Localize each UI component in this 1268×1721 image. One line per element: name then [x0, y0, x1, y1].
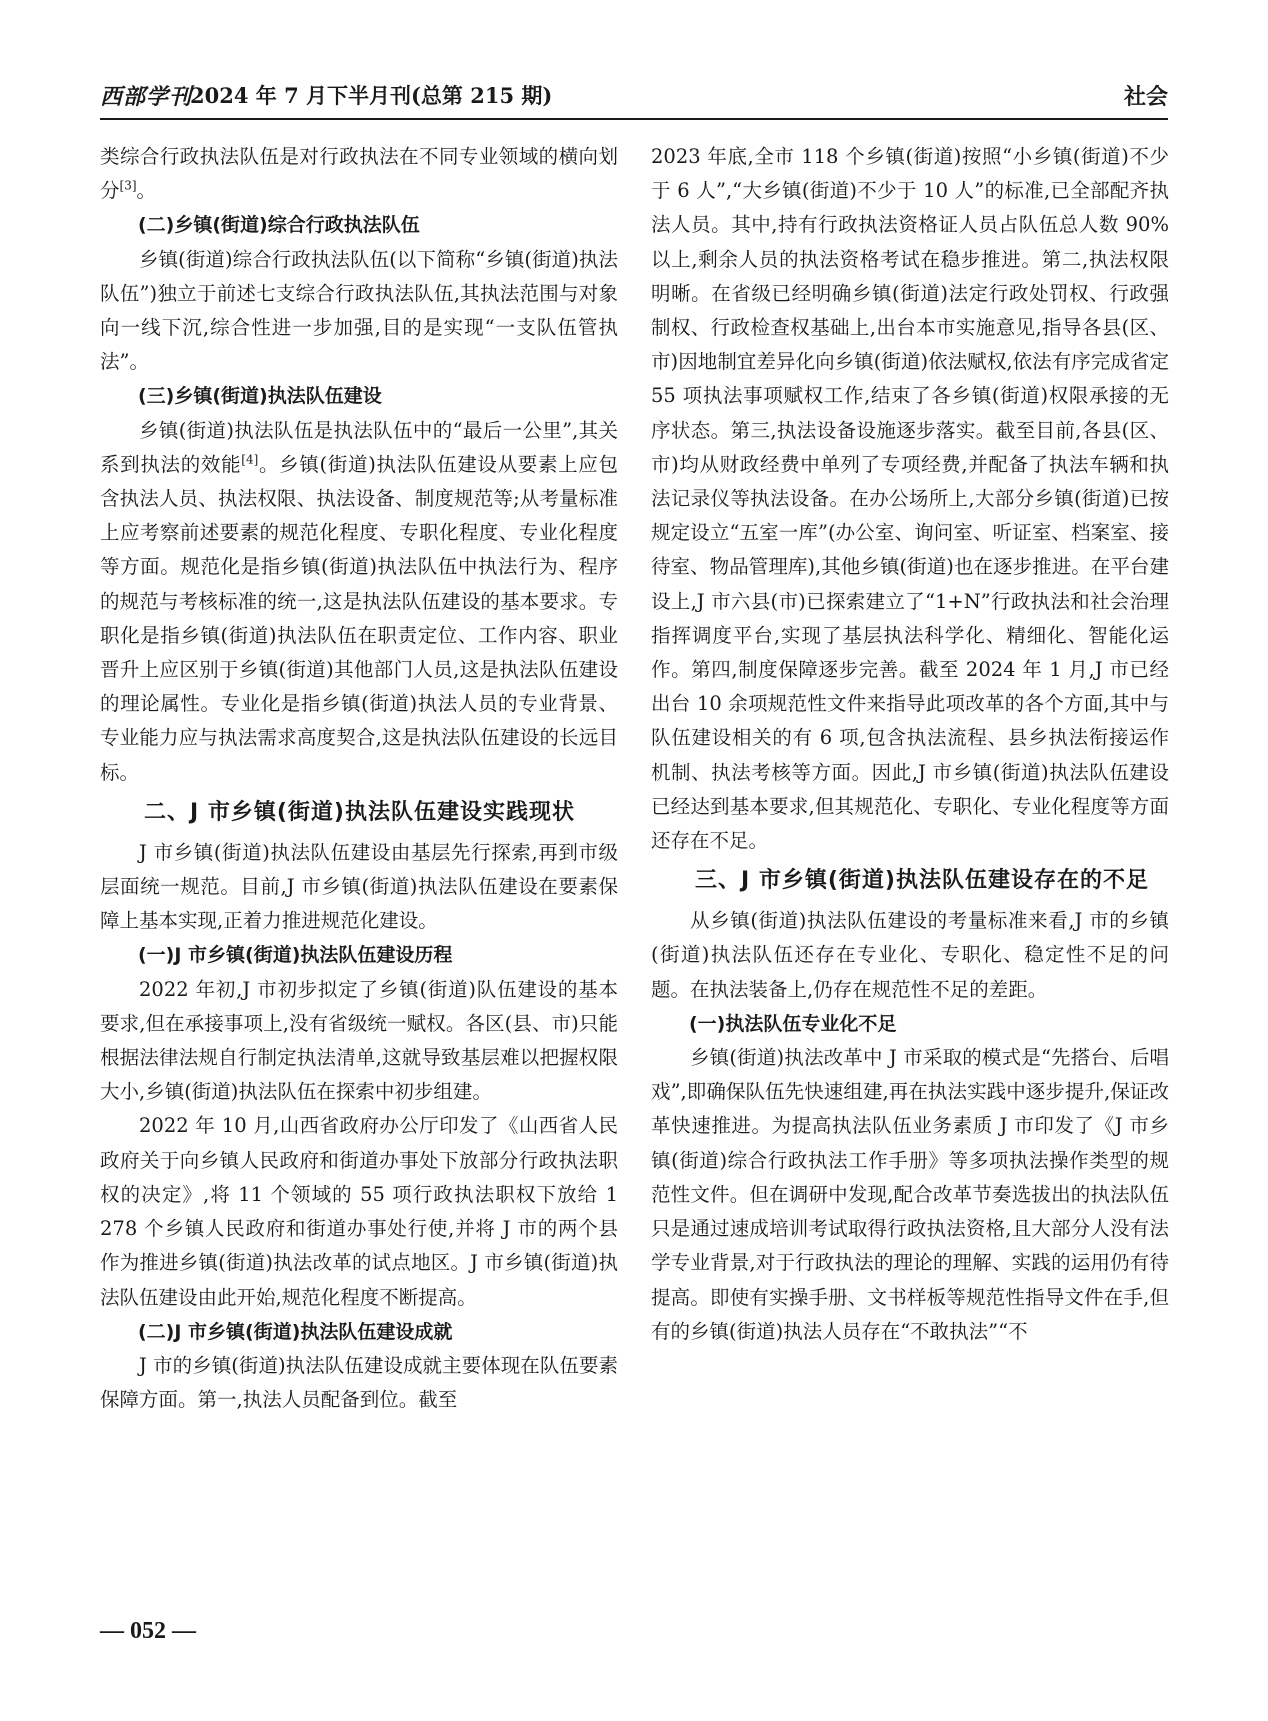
section-heading: 二、J 市乡镇(街道)执法队伍建设实践现状 [144, 799, 575, 825]
issue-info: 2024 年 7 月下半月刊(总第 215 期) [190, 83, 553, 108]
subsection-heading: (三)乡镇(街道)执法队伍建设 [138, 385, 382, 408]
section-label: 社会 [1123, 84, 1168, 110]
page-header [100, 80, 1168, 116]
body-paragraph: 乡镇(街道)执法改革中 J 市采取的模式是“先搭台、后唱戏”,即确保队伍先快速组建,再在执法实践中逐步提升,保证改革快速推进。为提高执法队伍业务素质 J 市印发了《J 市乡镇(街道)综合行政执法工作手册》等多项执法操作类型的规范性文件。但在调研中发现,配合改革节奏选拔出的执法队伍只是通过速成培训考试取得行政执法资格,且大部分人没有法学专业背景,对于行政执法的理论的理解、实践的运用仍有待提高。即使有实操手册、文书样板等规范性指导文件在手,但有的乡镇(街道)执法人员存在“不敢执法”“不 [651, 1046, 1169, 1343]
body-paragraph: 从乡镇(街道)执法队伍建设的考量标准来看,J 市的乡镇(街道)执法队伍还存在专业化、专职化、稳定性不足的问题。在执法装备上,仍存在规范性不足的差距。 [651, 909, 1169, 1001]
body-paragraph: 类综合行政执法队伍是对行政执法在不同专业领域的横向划分[3]。 [100, 145, 618, 203]
section-heading: 三、J 市乡镇(街道)执法队伍建设存在的不足 [695, 868, 1149, 894]
left-column [100, 140, 618, 1417]
body-paragraph: 2022 年初,J 市初步拟定了乡镇(街道)队伍建设的基本要求,但在承接事项上,没有省级统一赋权。各区(县、市)只能根据法律法规自行制定执法清单,这就导致基层难以把握权限大小,乡镇(街道)执法队伍在探索中初步组建。 [100, 977, 618, 1104]
header-rule [100, 118, 1168, 120]
page-number: — 052 — [100, 1618, 196, 1644]
journal-logo: 西部学刊 [100, 84, 193, 110]
subsection-heading: (一)执法队伍专业化不足 [689, 1012, 897, 1035]
body-paragraph: J 市的乡镇(街道)执法队伍建设成就主要体现在队伍要素保障方面。第一,执法人员配备到位。截至 [100, 1353, 618, 1412]
subsection-heading: (二)J 市乡镇(街道)执法队伍建设成就 [138, 1320, 453, 1343]
subsection-heading: (二)乡镇(街道)综合行政执法队伍 [138, 214, 420, 237]
subsection-heading: (一)J 市乡镇(街道)执法队伍建设历程 [138, 944, 453, 967]
body-paragraph: J 市乡镇(街道)执法队伍建设由基层先行探索,再到市级层面统一规范。目前,J 市乡镇(街道)执法队伍建设在要素保障上基本实现,正着力推进规范化建设。 [100, 840, 618, 933]
right-column [651, 140, 1169, 1349]
body-paragraph: 乡镇(街道)综合行政执法队伍(以下简称“乡镇(街道)执法队伍”)独立于前述七支综合行政执法队伍,其执法范围与对象向一线下沉,综合性进一步加强,目的是实现“一支队伍管执法”。 [100, 247, 618, 374]
body-paragraph: 2023 年底,全市 118 个乡镇(街道)按照“小乡镇(街道)不少于 6 人”,“大乡镇(街道)不少于 10 人”的标准,已全部配齐执法人员。其中,持有行政执法资格证人员占队伍总人数 90%以上,剩余人员的执法资格考试在稳步推进。第二,执法权限明晰。在省级已经明确乡镇(街道)法定行政处罚权、行政强制权、行政检查权基础上,出台本市实施意见,指导各县(区、市)因地制宜差异化向乡镇(街道)依法赋权,依法有序完成省定 55 项执法事项赋权工作,结束了各乡镇(街道)权限承接的无序状态。第三,执法设备设施逐步落实。截至目前,各县(区、市)均从财政经费中单列了专项经费,并配备了执法车辆和执法记录仪等执法设备。在办公场所上,大部分乡镇(街道)已按规定设立“五室一库”(办公室、询问室、听证室、档案室、接待室、物品管理库),其他乡镇(街道)也在逐步推进。在平台建设上,J 市六县(市)已探索建立了“1+N”行政执法和社会治理指挥调度平台,实现了基层执法科学化、精细化、智能化运作。第四,制度保障逐步完善。截至 2024 年 1 月,J 市已经出台 10 余项规范性文件来指导此项改革的各个方面,其中与队伍建设相关的有 6 项,包含执法流程、县乡执法衔接运作机制、执法考核等方面。因此,J 市乡镇(街道)执法队伍建设已经达到基本要求,但其规范化、专职化、专业化程度等方面还存在不足。 [651, 145, 1169, 853]
body-paragraph: 2022 年 10 月,山西省政府办公厅印发了《山西省人民政府关于向乡镇人民政府和街道办事处下放部分行政执法职权的决定》,将 11 个领域的 55 项行政执法职权下放给 1 278 个乡镇人民政府和街道办事处行使,并将 J 市的两个县作为推进乡镇(街道)执法改革的试点地区。J 市乡镇(街道)执法队伍建设由此开始,规范化程度不断提高。 [100, 1114, 618, 1309]
body-paragraph: 乡镇(街道)执法队伍是执法队伍中的“最后一公里”,其关系到执法的效能[4]。乡镇(街道)执法队伍建设从要素上应包含执法人员、执法权限、执法设备、制度规范等;从考量标准上应考察前述要素的规范化程度、专职化程度、专业化程度等方面。规范化是指乡镇(街道)执法队伍中执法行为、程序的规范与考核标准的统一,这是执法队伍建设的基本要求。专职化是指乡镇(街道)执法队伍在职责定位、工作内容、职业晋升上应区别于乡镇(街道)其他部门人员,这是执法队伍建设的理论属性。专业化是指乡镇(街道)执法人员的专业背景、专业能力应与执法需求高度契合,这是执法队伍建设的长远目标。 [100, 418, 618, 784]
